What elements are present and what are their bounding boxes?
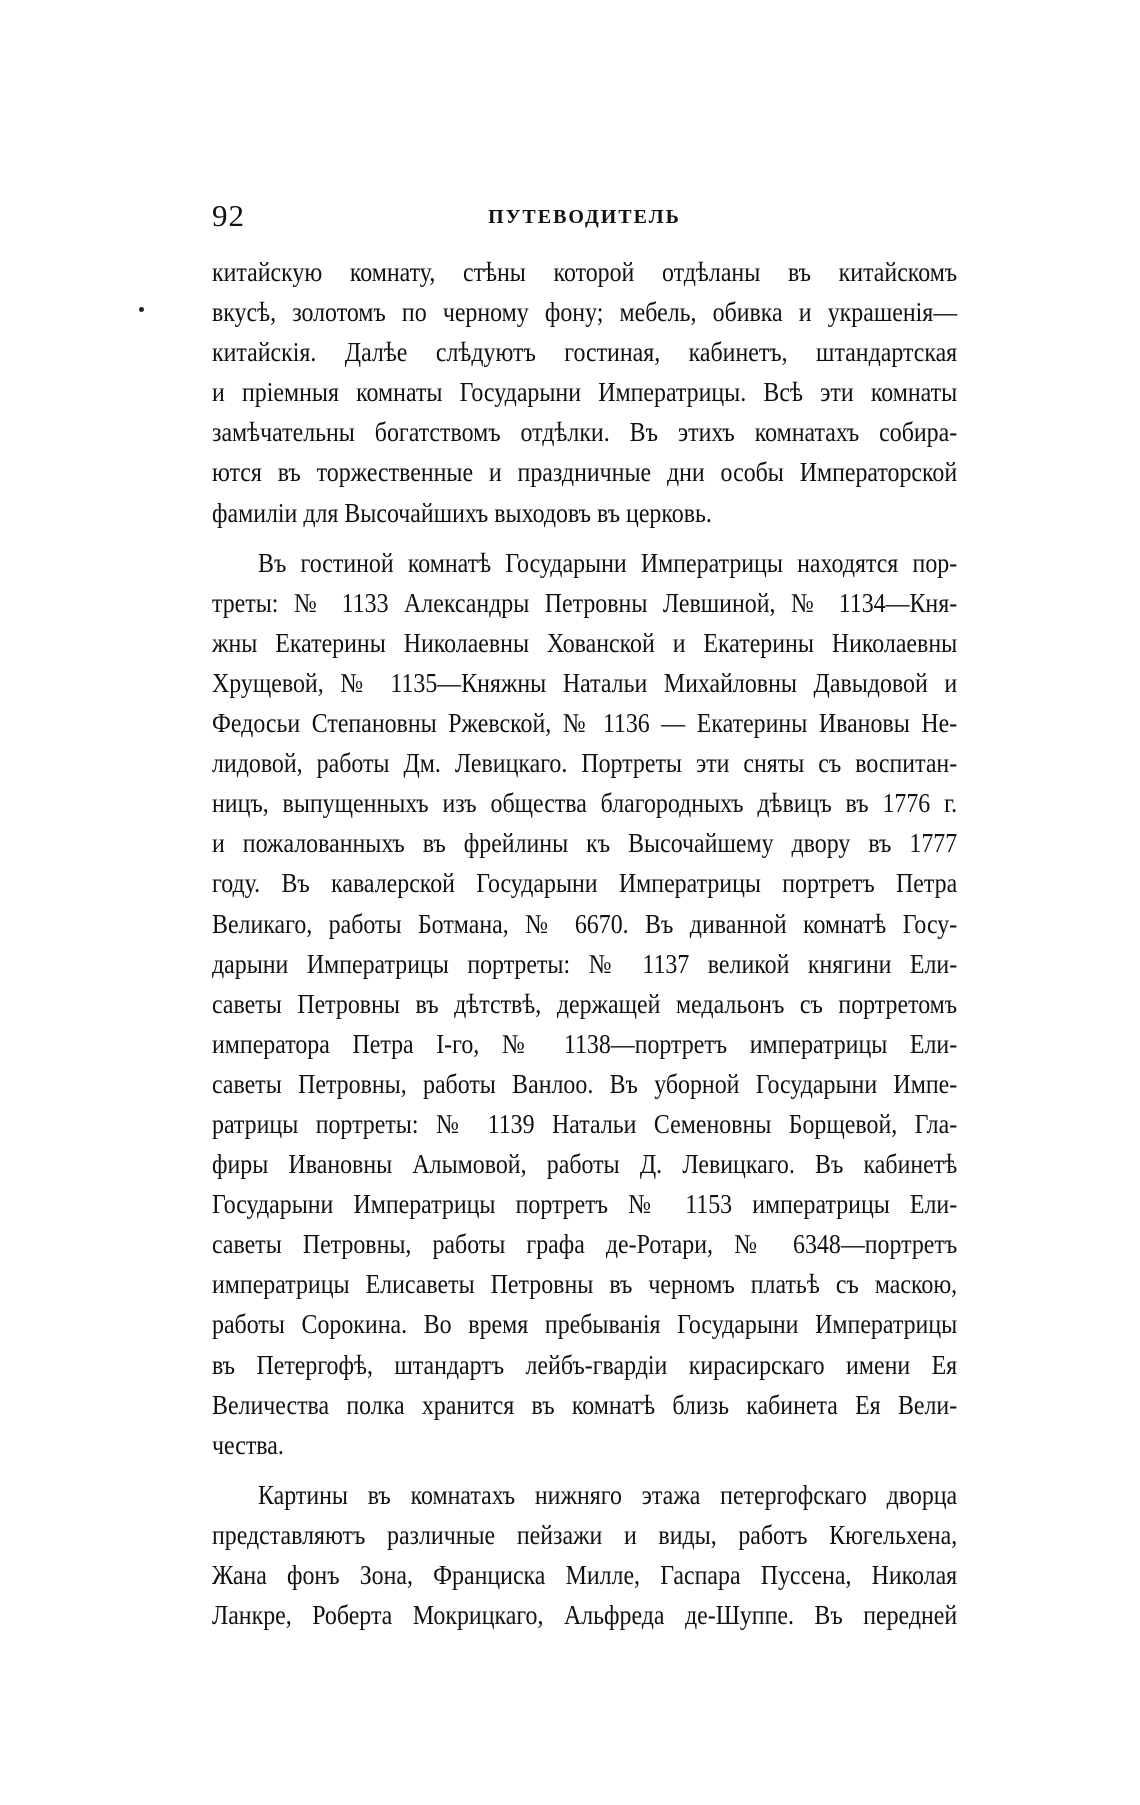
text-line: дарыни Императрицы портреты: № 1137 великой княгини Ели- xyxy=(212,948,958,979)
text-line: китайскія. Далѣе слѣдуютъ гостиная, кабинетъ, штандартская xyxy=(212,337,958,368)
text-line: замѣчательны богатствомъ отдѣлки. Въ этихъ комнатахъ собира- xyxy=(212,417,958,448)
paragraph-2 xyxy=(212,543,957,1465)
page-header xyxy=(212,198,957,238)
text-line: саветы Петровны, работы Ванлоо. Въ уборной Государыни Импе- xyxy=(212,1068,958,1099)
text-line: чества. xyxy=(212,1429,284,1460)
text-line: въ Петергофѣ, штандартъ лейбъ-гвардіи кирасирскаго имени Ея xyxy=(212,1349,958,1380)
text-line: лидовой, работы Дм. Левицкаго. Портреты эти сняты съ воспитан- xyxy=(212,748,958,779)
page-body xyxy=(212,252,957,1635)
text-line: треты: № 1133 Александры Петровны Левшиной, № 1134—Кня- xyxy=(212,587,958,618)
text-line: саветы Петровны, работы графа де-Ротари, № 6348—портретъ xyxy=(212,1229,958,1260)
text-line: саветы Петровны въ дѣтствѣ, держащей медальонъ съ портретомъ xyxy=(212,988,958,1019)
text-line: Государыни Императрицы портретъ № 1153 императрицы Ели- xyxy=(212,1189,958,1220)
text-line: и пожалованныхъ въ фрейлины къ Высочайшему двору въ 1777 xyxy=(212,828,958,859)
text-line: китайскую комнату, стѣны которой отдѣланы въ китайскомъ xyxy=(212,257,958,287)
text-line: Картины въ комнатахъ нижняго этажа петергофскаго дворца xyxy=(258,1479,958,1510)
text-line: ются въ торжественные и праздничные дни особы Императорской xyxy=(212,457,958,488)
text-line: Жана фонъ Зона, Франциска Милле, Гаспара Пуссена, Николая xyxy=(212,1560,958,1590)
text-line: Великаго, работы Ботмана, № 6670. Въ диванной комнатѣ Госу- xyxy=(212,908,958,939)
page-number: 92 xyxy=(212,198,245,233)
text-line: ницъ, выпущенныхъ изъ общества благородныхъ дѣвицъ въ 1776 г. xyxy=(212,788,958,819)
text-line: фамиліи для Высочайшихъ выходовъ въ церковь. xyxy=(212,497,712,528)
text-line: Федосьи Степановны Ржевской, № 1136 — Екатерины Ивановы Не- xyxy=(212,708,958,739)
paragraph-1 xyxy=(212,252,957,533)
text-line: году. Въ кавалерской Государыни Императрицы портретъ Петра xyxy=(212,868,958,899)
text-line: фиры Ивановны Алымовой, работы Д. Левицкаго. Въ кабинетѣ xyxy=(212,1149,958,1180)
text-line: Величества полка хранится въ комнатѣ близь кабинета Ея Вели- xyxy=(212,1389,958,1420)
print-speck xyxy=(139,307,144,312)
text-line: Въ гостиной комнатѣ Государыни Императрицы находятся пор- xyxy=(258,547,958,578)
running-title: ПУТЕВОДИТЕЛЬ xyxy=(488,206,681,228)
paragraph-3 xyxy=(212,1475,957,1635)
text-line: вкусѣ, золотомъ по черному фону; мебель, обивка и украшенія— xyxy=(212,297,958,328)
text-line: Ланкре, Роберта Мокрицкаго, Альфреда де-Шуппе. Въ передней xyxy=(212,1600,958,1631)
text-line: работы Сорокина. Во время пребыванія Государыни Императрицы xyxy=(212,1309,958,1340)
text-line: и пріемныя комнаты Государыни Императрицы. Всѣ эти комнаты xyxy=(212,377,958,408)
text-line: представляютъ различные пейзажи и виды, работъ Кюгельхена, xyxy=(212,1519,958,1550)
text-line: императора Петра І-го, № 1138—портретъ императрицы Ели- xyxy=(212,1028,958,1059)
text-line: жны Екатерины Николаевны Хованской и Екатерины Николаевны xyxy=(212,627,958,658)
text-line: императрицы Елисаветы Петровны въ черномъ платьѣ съ маскою, xyxy=(212,1269,958,1300)
text-line: Хрущевой, № 1135—Княжны Натальи Михайловны Давыдовой и xyxy=(212,667,958,698)
text-line: ратрицы портреты: № 1139 Натальи Семеновны Борщевой, Гла- xyxy=(212,1108,958,1139)
